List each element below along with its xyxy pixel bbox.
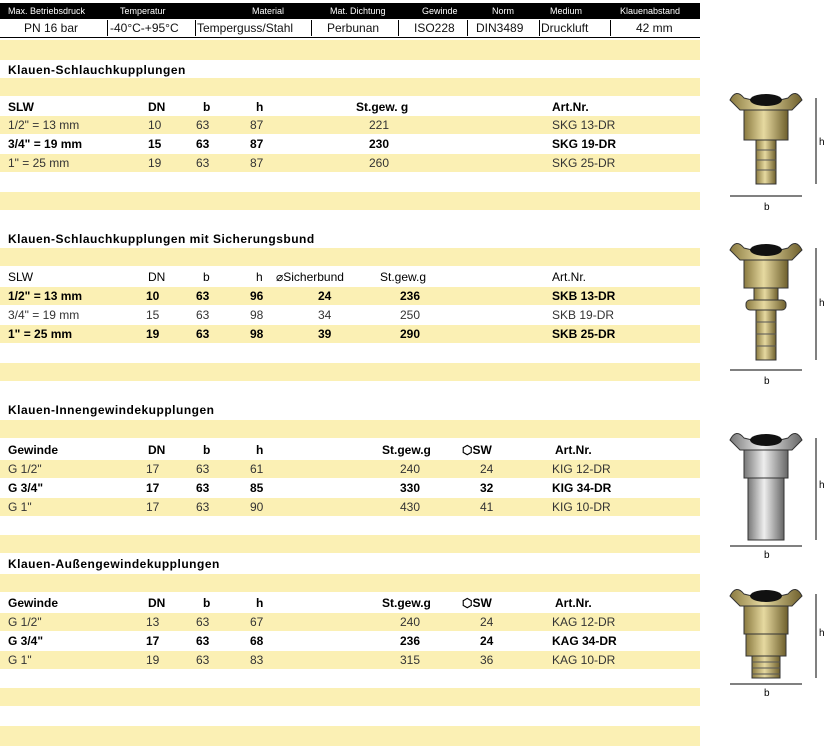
cell-b: 63 — [196, 118, 210, 132]
cell-dn: 15 — [146, 308, 160, 322]
dim-b-label: b — [764, 202, 770, 213]
cell-dn: 17 — [146, 634, 160, 648]
table-row — [0, 135, 700, 153]
col-header: Art.Nr. — [555, 596, 592, 610]
cell-stgew: 236 — [400, 289, 421, 303]
col-header: Art.Nr. — [552, 270, 587, 284]
cell-b: 63 — [196, 500, 210, 514]
cell-sw: 24 — [480, 634, 494, 648]
spec-value: PN 16 bar — [24, 21, 79, 35]
col-header: St.gew. g — [356, 100, 409, 114]
cell-stgew: 260 — [369, 156, 390, 170]
table-row — [0, 306, 700, 324]
cell-stgew: 221 — [369, 118, 390, 132]
cell-b: 63 — [196, 327, 210, 341]
table-row — [0, 498, 700, 516]
cell-slw: 1" = 25 mm — [8, 156, 70, 170]
col-header: h — [256, 596, 264, 610]
cell-dn: 15 — [148, 137, 162, 151]
cell-dn: 17 — [146, 481, 160, 495]
col-header: h — [256, 100, 264, 114]
cell-h: 98 — [250, 308, 264, 322]
cell-h: 96 — [250, 289, 264, 303]
stripe — [0, 40, 700, 60]
cell-slw: 1" = 25 mm — [8, 327, 73, 341]
cell-sw: 24 — [480, 615, 494, 629]
col-header: DN — [148, 270, 166, 284]
cell-extra: 24 — [318, 289, 332, 303]
table-row — [0, 287, 700, 305]
spec-header: Klauenabstand — [620, 6, 681, 16]
dim-h-label: h — [819, 628, 825, 639]
cell-art: KAG 10-DR — [552, 653, 616, 667]
cell-art: SKG 25-DR — [552, 156, 616, 170]
cell-stgew: 315 — [400, 653, 421, 667]
col-header: b — [203, 270, 210, 284]
cell-h: 85 — [250, 481, 264, 495]
cell-b: 63 — [196, 289, 210, 303]
col-header: DN — [148, 443, 166, 457]
table-header — [0, 98, 700, 116]
cell-h: 87 — [250, 156, 264, 170]
spec-value: Druckluft — [541, 21, 589, 35]
col-header: SLW — [8, 270, 34, 284]
cell-dn: 19 — [148, 156, 162, 170]
cell-stgew: 250 — [400, 308, 421, 322]
cell-art: KAG 12-DR — [552, 615, 616, 629]
spec-header: Norm — [492, 6, 514, 16]
table-row — [0, 116, 700, 134]
cell-art: KIG 12-DR — [552, 462, 611, 476]
cell-slw: 1/2" = 13 mm — [8, 289, 83, 303]
spec-header: Max. Betriebsdruck — [8, 6, 86, 16]
dim-h-label: h — [819, 137, 825, 148]
cell-b: 63 — [196, 634, 210, 648]
col-header: ⌀Sicherbund — [276, 270, 344, 284]
col-header: Gewinde — [8, 596, 59, 610]
dim-b-label: b — [764, 376, 770, 386]
cell-dn: 10 — [146, 289, 160, 303]
cell-art: SKB 25-DR — [552, 327, 616, 341]
dim-h-label: h — [819, 298, 825, 309]
cell-h: 98 — [250, 327, 264, 341]
table-header — [0, 441, 700, 459]
cell-gewinde: G 1/2" — [8, 462, 42, 476]
table-row — [0, 613, 700, 631]
table-row — [0, 479, 700, 497]
cell-sw: 41 — [480, 500, 494, 514]
spec-header-row — [0, 3, 700, 19]
stripe — [0, 248, 700, 266]
cell-b: 63 — [196, 653, 210, 667]
section-title: Klauen-Außengewindekupplungen — [8, 557, 220, 571]
section-title: Klauen-Schlauchkupplungen mit Sicherungsbund — [8, 232, 315, 246]
cell-gewinde: G 1/2" — [8, 615, 42, 629]
table-row — [0, 632, 700, 650]
dim-b-label: b — [764, 688, 770, 699]
stripe — [0, 574, 700, 592]
col-header: DN — [148, 100, 166, 114]
col-header: St.gew.g — [380, 270, 427, 284]
cell-extra: 39 — [318, 327, 332, 341]
cell-h: 87 — [250, 118, 264, 132]
cell-stgew: 290 — [400, 327, 421, 341]
stripe — [0, 688, 700, 706]
coupling-figure-skb — [722, 238, 826, 386]
col-header: St.gew.g — [382, 443, 431, 457]
cell-b: 63 — [196, 308, 210, 322]
spec-header: Material — [252, 6, 285, 16]
dim-b-label: b — [764, 550, 770, 561]
cell-stgew: 330 — [400, 481, 421, 495]
cell-h: 90 — [250, 500, 264, 514]
cell-b: 63 — [196, 156, 210, 170]
spec-header: Medium — [550, 6, 583, 16]
cell-stgew: 240 — [400, 615, 421, 629]
cell-art: SKB 19-DR — [552, 308, 615, 322]
spec-header: Gewinde — [422, 6, 458, 16]
cell-stgew: 430 — [400, 500, 421, 514]
cell-dn: 13 — [146, 615, 160, 629]
col-header: ⬡SW — [462, 596, 492, 610]
cell-sw: 24 — [480, 462, 494, 476]
cell-art: KIG 10-DR — [552, 500, 611, 514]
col-header: Gewinde — [8, 443, 59, 457]
cell-sw: 32 — [480, 481, 494, 495]
cell-gewinde: G 3/4" — [8, 481, 44, 495]
cell-art: SKG 13-DR — [552, 118, 616, 132]
spec-value: Temperguss/Stahl — [197, 21, 294, 35]
table-header — [0, 268, 700, 286]
stripe — [0, 78, 700, 96]
cell-gewinde: G 1" — [8, 653, 32, 667]
cell-gewinde: G 3/4" — [8, 634, 44, 648]
cell-sw: 36 — [480, 653, 494, 667]
table-row — [0, 154, 700, 172]
spec-header: Temperatur — [120, 6, 166, 16]
col-header: Art.Nr. — [555, 443, 592, 457]
col-header: SLW — [8, 100, 34, 114]
col-header: h — [256, 270, 263, 284]
cell-h: 61 — [250, 462, 264, 476]
cell-art: SKB 13-DR — [552, 289, 616, 303]
cell-b: 63 — [196, 615, 210, 629]
col-header: DN — [148, 596, 166, 610]
cell-h: 67 — [250, 615, 264, 629]
cell-dn: 19 — [146, 327, 160, 341]
col-header: h — [256, 443, 264, 457]
coupling-figure-skg — [722, 88, 826, 214]
spec-header: Mat. Dichtung — [330, 6, 386, 16]
cell-slw: 1/2" = 13 mm — [8, 118, 80, 132]
stripe — [0, 420, 700, 438]
table-header — [0, 594, 700, 612]
cell-h: 83 — [250, 653, 264, 667]
section-title: Klauen-Schlauchkupplungen — [8, 63, 186, 77]
cell-art: KAG 34-DR — [552, 634, 617, 648]
stripe — [0, 726, 700, 746]
col-header: b — [203, 596, 211, 610]
col-header: Art.Nr. — [552, 100, 589, 114]
cell-stgew: 236 — [400, 634, 421, 648]
stripe — [0, 363, 700, 381]
stripe — [0, 535, 700, 553]
cell-stgew: 230 — [369, 137, 390, 151]
cell-b: 63 — [196, 137, 210, 151]
cell-b: 63 — [196, 481, 210, 495]
cell-slw: 3/4" = 19 mm — [8, 308, 80, 322]
cell-dn: 10 — [148, 118, 162, 132]
cell-dn: 19 — [146, 653, 160, 667]
col-header: b — [203, 443, 211, 457]
stripe — [0, 192, 700, 210]
cell-art: SKG 19-DR — [552, 137, 617, 151]
col-header: b — [203, 100, 211, 114]
cell-gewinde: G 1" — [8, 500, 32, 514]
table-row — [0, 651, 700, 669]
cell-h: 68 — [250, 634, 264, 648]
section-title: Klauen-Innengewindekupplungen — [8, 403, 215, 417]
spec-value: Perbunan — [327, 21, 380, 35]
spec-value: DIN3489 — [476, 21, 524, 35]
spec-value: -40°C-+95°C — [110, 21, 179, 35]
spec-value-row — [0, 19, 700, 38]
col-header: St.gew.g — [382, 596, 431, 610]
cell-dn: 17 — [146, 462, 160, 476]
table-row — [0, 325, 700, 343]
spec-value: 42 mm — [636, 21, 673, 35]
cell-slw: 3/4" = 19 mm — [8, 137, 83, 151]
coupling-figure-kag — [722, 584, 826, 700]
cell-dn: 17 — [146, 500, 160, 514]
cell-extra: 34 — [318, 308, 332, 322]
coupling-figure-kig — [722, 428, 826, 562]
cell-b: 63 — [196, 462, 210, 476]
spec-value: ISO228 — [414, 21, 455, 35]
col-header: ⬡SW — [462, 443, 492, 457]
cell-art: KIG 34-DR — [552, 481, 612, 495]
cell-h: 87 — [250, 137, 264, 151]
cell-stgew: 240 — [400, 462, 421, 476]
dim-h-label: h — [819, 480, 825, 491]
table-row — [0, 460, 700, 478]
